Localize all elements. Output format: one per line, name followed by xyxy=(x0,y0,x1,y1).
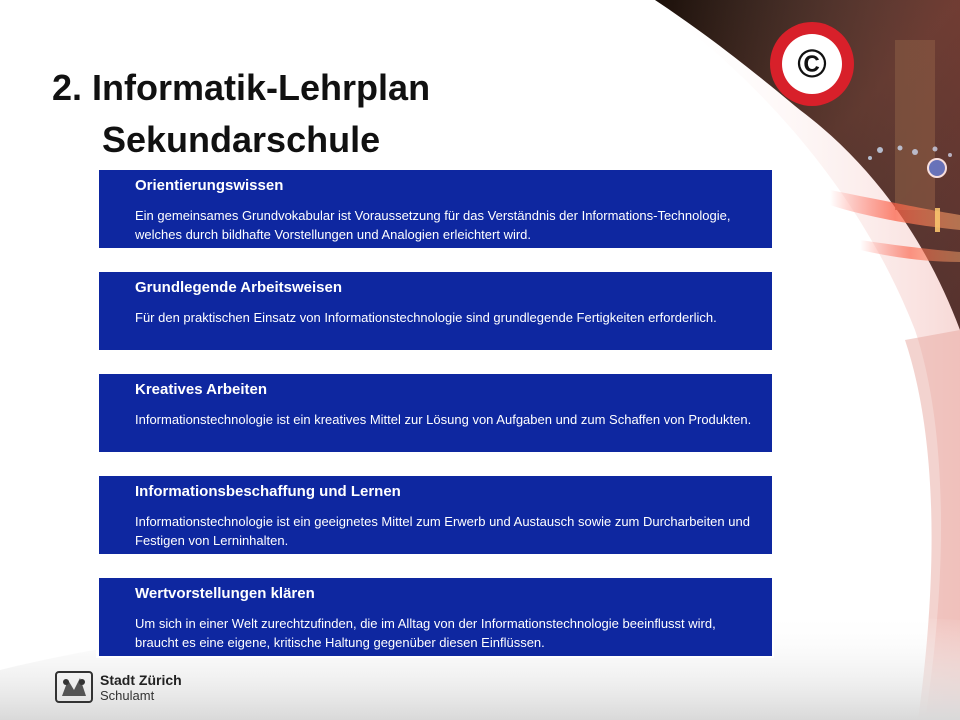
box-heading: Wertvorstellungen klären xyxy=(135,585,315,602)
curriculum-box-kreatives-arbeiten xyxy=(96,372,774,454)
box-text: Für den praktischen Einsatz von Informationstechnologie sind grundlegende Fertigkeiten erforderlich. xyxy=(135,310,717,325)
curriculum-box-wertvorstellungen xyxy=(96,576,774,658)
box-text: Informationstechnologie ist ein geeignetes Mittel zum Erwerb und Austausch sowie zum Durcharbeiten und Festigen von Lerninhalten. xyxy=(135,514,750,548)
box-heading: Informationsbeschaffung und Lernen xyxy=(135,483,401,500)
box-heading: Orientierungswissen xyxy=(135,177,284,194)
city-crest-icon xyxy=(54,670,94,704)
box-heading: Kreatives Arbeiten xyxy=(135,381,267,398)
svg-text:©: © xyxy=(797,42,827,86)
box-background xyxy=(99,170,772,248)
slide-title: 2. Informatik-Lehrplan xyxy=(52,67,431,108)
curriculum-box-orientierungswissen xyxy=(96,168,774,250)
copyright-sign-icon xyxy=(768,20,856,108)
box-background xyxy=(99,578,772,656)
box-heading: Grundlegende Arbeitsweisen xyxy=(135,279,342,296)
box-text: Ein gemeinsames Grundvokabular ist Voraussetzung für das Verständnis der Informations-Technologie, welches durch bildhafte Vorstellungen und Analogien erleichtert wird. xyxy=(135,208,731,242)
slide-subtitle: Sekundarschule xyxy=(102,119,381,160)
curriculum-box-informationsbeschaffung xyxy=(96,474,774,556)
logo-city-name: Stadt Zürich xyxy=(100,671,182,688)
box-text: Um sich in einer Welt zurechtzufinden, die im Alltag von der Informationstechnologie beeinflusst wird, braucht es eine eigene, kritische Haltung gegenüber diesen Einflüssen. xyxy=(135,616,716,650)
curriculum-box-arbeitsweisen xyxy=(96,270,774,352)
box-background xyxy=(99,476,772,554)
box-background xyxy=(99,272,772,350)
box-background xyxy=(99,374,772,452)
box-text: Informationstechnologie ist ein kreatives Mittel zur Lösung von Aufgaben und zum Schaffen von Produkten. xyxy=(135,412,752,427)
stadt-zuerich-logo xyxy=(54,670,182,704)
logo-department: Schulamt xyxy=(100,687,155,703)
